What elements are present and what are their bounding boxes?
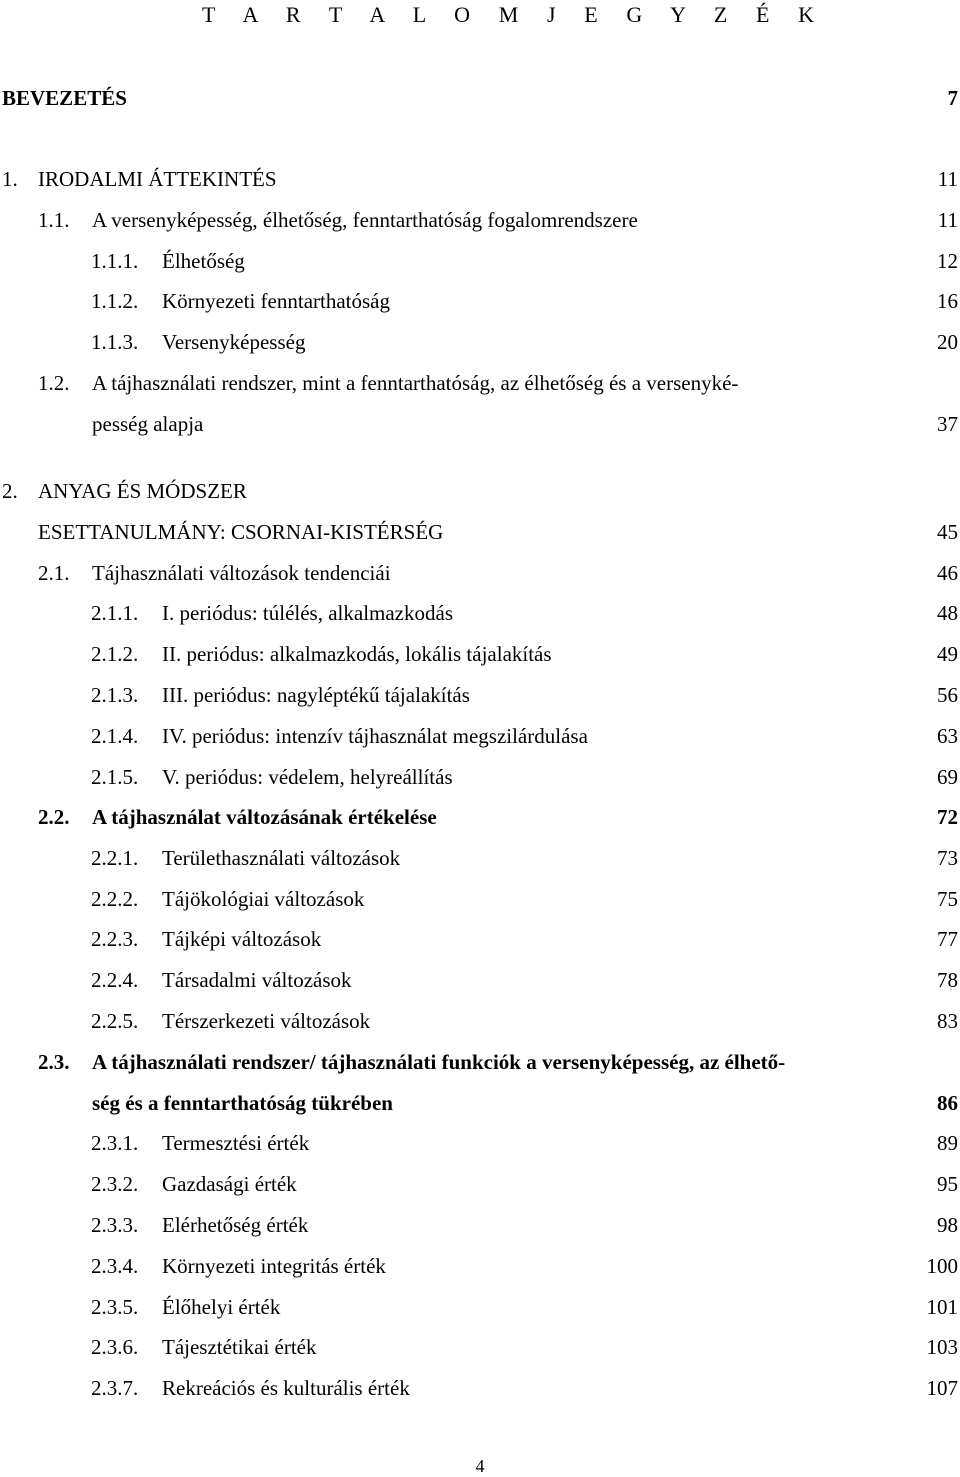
toc-entry-page: 11 bbox=[937, 167, 958, 191]
toc-entry-page: 69 bbox=[937, 765, 958, 789]
toc-entry bbox=[0, 327, 960, 357]
toc-entry-title: Társadalmi változások bbox=[162, 968, 352, 992]
toc-entry-title: Területhasználati változások bbox=[162, 846, 401, 870]
toc-entry-title: A tájhasználati rendszer/ tájhasználati funkciók a versenyképesség, az élhető- bbox=[92, 1050, 786, 1074]
toc-entry-page: 100 bbox=[926, 1254, 958, 1278]
toc-entry-number: 1. bbox=[2, 167, 18, 191]
toc-entry-title: A versenyképesség, élhetőség, fenntarthatóság fogalomrendszere bbox=[92, 208, 638, 232]
toc-entry bbox=[0, 721, 960, 751]
toc-entry-title: ség és a fenntarthatóság tükrében bbox=[92, 1091, 393, 1115]
toc-entry-number: 1.1.3. bbox=[91, 330, 139, 354]
toc-entry-title: A tájhasználati rendszer, mint a fenntarthatóság, az élhetőség és a versenyké- bbox=[92, 371, 739, 395]
toc-entry bbox=[0, 517, 960, 547]
toc-entry-title: Élőhelyi érték bbox=[162, 1295, 281, 1319]
toc-entry-title: Térszerkezeti változások bbox=[162, 1009, 371, 1033]
toc-entry-page: 103 bbox=[926, 1335, 958, 1359]
toc-entry-page: 98 bbox=[937, 1213, 958, 1237]
toc-entry-page: 95 bbox=[937, 1172, 958, 1196]
toc-entry-number: 1.1. bbox=[38, 208, 70, 232]
toc-entry bbox=[0, 368, 960, 398]
toc-entry-number: 1.1.2. bbox=[91, 289, 139, 313]
toc-entry bbox=[0, 1251, 960, 1281]
toc-entry-title: Tájesztétikai érték bbox=[162, 1335, 317, 1359]
toc-entry-page: 16 bbox=[937, 289, 958, 313]
toc-entry-page: 77 bbox=[937, 927, 958, 951]
toc-entry-page: 7 bbox=[947, 86, 958, 110]
toc-entry bbox=[0, 1088, 960, 1118]
toc-entry-page: 49 bbox=[937, 642, 958, 666]
toc-entry bbox=[0, 409, 960, 439]
toc-entry-number: 2.3.2. bbox=[91, 1172, 139, 1196]
toc-entry bbox=[0, 680, 960, 710]
toc-entry-number: 2.3.4. bbox=[91, 1254, 139, 1278]
toc-entry-number: 2.3.5. bbox=[91, 1295, 139, 1319]
toc-entry-title: ESETTANULMÁNY: CSORNAI-KISTÉRSÉG bbox=[38, 520, 444, 544]
toc-entry-title: IRODALMI ÁTTEKINTÉS bbox=[38, 167, 277, 191]
toc-entry-page: 46 bbox=[937, 561, 958, 585]
toc-entry bbox=[0, 884, 960, 914]
toc-entry-title: A tájhasználat változásának értékelése bbox=[92, 805, 437, 829]
toc-entry bbox=[0, 246, 960, 276]
toc-entry-title: BEVEZETÉS bbox=[2, 86, 127, 110]
toc-entry bbox=[0, 1292, 960, 1322]
toc-entry-number: 2.3.7. bbox=[91, 1376, 139, 1400]
toc-entry-number: 1.2. bbox=[38, 371, 70, 395]
toc-entry-page: 11 bbox=[937, 208, 958, 232]
toc-entry-page: 101 bbox=[926, 1295, 958, 1319]
toc-entry-title: Elérhetőség érték bbox=[162, 1213, 309, 1237]
toc-entry-page: 37 bbox=[937, 412, 958, 436]
toc-entry-number: 2.3.1. bbox=[91, 1131, 139, 1155]
toc-entry-title: ANYAG ÉS MÓDSZER bbox=[38, 479, 247, 503]
toc-entry-page: 72 bbox=[937, 805, 958, 829]
toc-entry-number: 2.2.1. bbox=[91, 846, 139, 870]
toc-entry bbox=[0, 476, 960, 506]
toc-entry bbox=[0, 924, 960, 954]
toc-entry-title: Termesztési érték bbox=[162, 1131, 310, 1155]
toc-entry bbox=[0, 286, 960, 316]
toc-entry-page: 86 bbox=[937, 1091, 958, 1115]
toc-entry-title: Gazdasági érték bbox=[162, 1172, 297, 1196]
toc-entry-title: Rekreációs és kulturális érték bbox=[162, 1376, 410, 1400]
toc-entry-number: 2.3.3. bbox=[91, 1213, 139, 1237]
toc-entry-title: pesség alapja bbox=[92, 412, 204, 436]
toc-entry-page: 78 bbox=[937, 968, 958, 992]
toc-entry bbox=[0, 1373, 960, 1403]
toc-entry-number: 2.1.4. bbox=[91, 724, 139, 748]
toc-entry-title: IV. periódus: intenzív tájhasználat megszilárdulása bbox=[162, 724, 588, 748]
toc-entry-title: II. periódus: alkalmazkodás, lokális tájalakítás bbox=[162, 642, 552, 666]
toc-entry-title: Versenyképesség bbox=[162, 330, 306, 354]
toc-entry-number: 2.1.1. bbox=[91, 601, 139, 625]
page-title: T A R T A L O M J E G Y Z É K bbox=[202, 2, 826, 27]
toc-entry-number: 1.1.1. bbox=[91, 249, 139, 273]
toc-entry-number: 2.3.6. bbox=[91, 1335, 139, 1359]
toc-entry-number: 2.2.4. bbox=[91, 968, 139, 992]
toc-entry bbox=[0, 843, 960, 873]
toc-entry bbox=[0, 965, 960, 995]
toc-entry-number: 2. bbox=[2, 479, 18, 503]
toc-entry bbox=[0, 205, 960, 235]
toc-entry bbox=[0, 83, 960, 113]
toc-entry-number: 2.1.5. bbox=[91, 765, 139, 789]
toc-entry bbox=[0, 558, 960, 588]
toc-entry bbox=[0, 1006, 960, 1036]
toc-entry-page: 56 bbox=[937, 683, 958, 707]
toc-entry bbox=[0, 1332, 960, 1362]
toc-entry-title: Tájképi változások bbox=[162, 927, 322, 951]
toc-entry bbox=[0, 164, 960, 194]
toc-entry-title: Környezeti fenntarthatóság bbox=[162, 289, 390, 313]
toc-entry-page: 45 bbox=[937, 520, 958, 544]
toc-entry-page: 107 bbox=[926, 1376, 958, 1400]
toc-entry-number: 2.3. bbox=[38, 1050, 70, 1074]
toc-entry bbox=[0, 1047, 960, 1077]
toc-entry bbox=[0, 598, 960, 628]
toc-entry-title: I. periódus: túlélés, alkalmazkodás bbox=[162, 601, 453, 625]
toc-entry-title: V. periódus: védelem, helyreállítás bbox=[162, 765, 453, 789]
page-number: 4 bbox=[475, 1456, 485, 1476]
toc-entry-page: 83 bbox=[937, 1009, 958, 1033]
toc-entry bbox=[0, 1210, 960, 1240]
toc-entry bbox=[0, 802, 960, 832]
toc-entry-page: 73 bbox=[937, 846, 958, 870]
toc-entry-number: 2.2. bbox=[38, 805, 70, 829]
toc-entry-title: Környezeti integritás érték bbox=[162, 1254, 386, 1278]
toc-entry bbox=[0, 1169, 960, 1199]
toc-entry-page: 63 bbox=[937, 724, 958, 748]
toc-entry-number: 2.1. bbox=[38, 561, 70, 585]
toc-entry bbox=[0, 1128, 960, 1158]
toc-entry-page: 48 bbox=[937, 601, 958, 625]
toc-entry-title: Tájökológiai változások bbox=[162, 887, 365, 911]
toc-entry-title: III. periódus: nagyléptékű tájalakítás bbox=[162, 683, 470, 707]
toc-entry-page: 89 bbox=[937, 1131, 958, 1155]
toc-entry-page: 12 bbox=[937, 249, 958, 273]
toc-entry bbox=[0, 762, 960, 792]
toc-entry-number: 2.1.3. bbox=[91, 683, 139, 707]
toc-entry bbox=[0, 639, 960, 669]
toc-entry-number: 2.1.2. bbox=[91, 642, 139, 666]
toc-entry-number: 2.2.3. bbox=[91, 927, 139, 951]
toc-entry-number: 2.2.5. bbox=[91, 1009, 139, 1033]
toc-entry-page: 75 bbox=[937, 887, 958, 911]
toc-entry-page: 20 bbox=[937, 330, 958, 354]
toc-entry-number: 2.2.2. bbox=[91, 887, 139, 911]
toc-entry-title: Élhetőség bbox=[162, 249, 245, 273]
toc-entry-title: Tájhasználati változások tendenciái bbox=[92, 561, 391, 585]
